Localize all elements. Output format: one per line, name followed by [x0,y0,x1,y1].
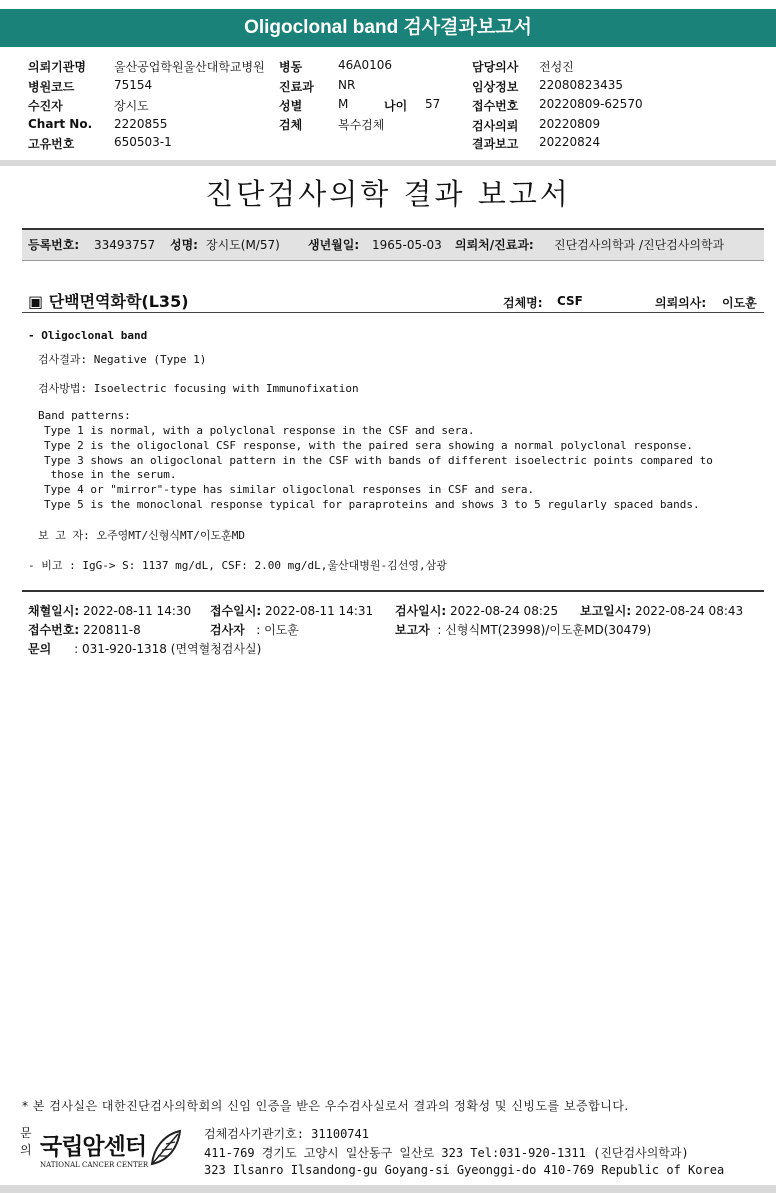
header-value: 복수검체 [338,118,385,132]
header-label: 고유번호 [28,137,75,151]
section-title: ▣ 단백면역화학(L35) [28,292,189,311]
receive-label: 접수일시: [210,604,262,618]
header-label: 의뢰기관명 [28,60,86,74]
remark-line: - 비고 : IgG-> S: 1137 mg/dL, CSF: 2.00 mg/dL,울산대병원-김선영,삼광 [28,559,447,572]
reg-value: 33493757 [94,238,156,252]
band-pattern-line: Type 4 or "mirror"-type has similar oligoclonal responses in CSF and sera. [44,483,535,497]
address-korean: 411-769 경기도 고양시 일산동구 일산로 323 Tel:031-920-1311 (진단검사의학과) [204,1146,689,1160]
header-value: 20220809-62570 [539,97,643,111]
footer-rule [22,590,764,592]
tester-label: 검사자 [210,623,245,637]
reg-label: 등록번호: [28,238,80,252]
header-value: 전성진 [539,60,574,74]
logo-english-name: NATIONAL CANCER CENTER [40,1161,149,1169]
name-value: 장시도(M/57) [206,238,280,252]
name-label: 성명: [170,238,198,252]
logo-prefix: 문의 [20,1126,32,1157]
header-value: 울산공업학원울산대학교병원 [114,60,265,74]
header-label: 검체 [279,118,303,132]
header-label: 검사의뢰 [472,119,519,133]
header-label: 병동 [279,60,303,74]
header-value: 20220824 [539,135,601,149]
specimen-value: CSF [557,294,583,308]
collect-label: 채혈일시: [28,604,80,618]
receive-value: 2022-08-11 14:31 [265,604,374,618]
section-rule [22,312,764,313]
header-value: 75154 [114,78,153,92]
ordering-doctor-value: 이도훈 [722,296,757,310]
section-divider [0,160,776,166]
dept-label: 의뢰처/진료과: [455,238,534,252]
band-pattern-line: those in the serum. [44,468,177,482]
inquiry-label: 문의 [28,642,52,656]
collect-value: 2022-08-11 14:30 [83,604,192,618]
reporter-line: 보 고 자: 오주영MT/신형식MT/이도훈MD [38,529,245,542]
ordering-doctor-label: 의뢰의사: [655,296,707,310]
dob-label: 생년월일: [308,238,360,252]
header-value: 650503-1 [114,135,172,149]
report-date-value: 2022-08-24 08:43 [635,604,744,618]
header-label: 진료과 [279,80,314,94]
address-english: 323 Ilsanro Ilsandong-gu Goyang-si Gyeonggi-do 410-769 Republic of Korea [204,1163,725,1177]
band-pattern-line: Type 2 is the oligoclonal CSF response, with the paired sera showing a normal polyclonal response. [44,438,694,452]
header-label: 접수번호 [472,99,519,113]
band-pattern-line: Type 5 is the monoclonal response typical for paraproteins and shows 3 to 5 regularly spaced bands. [44,498,700,511]
logo-korean-name: 국립암센터 [40,1134,147,1160]
band-pattern-line: Type 3 shows an oligoclonal pattern in the CSF with bands of different isoelectric points compared to [44,453,713,467]
receipt-no-value: 220811-8 [83,623,141,637]
inquiry-value: 031-920-1318 (면역혈청검사실) [81,642,262,656]
report-date-label: 보고일시: [580,604,632,618]
header-value: 2220855 [114,117,168,131]
header-label: 임상정보 [472,80,519,94]
header-value: 57 [425,97,441,111]
header-label: 담당의사 [472,60,519,74]
dept-value: 진단검사의학과 /진단검사의학과 [554,238,725,252]
band-pattern-line: Type 1 is normal, with a polyclonal response in the CSF and sera. [44,424,475,437]
report-title-bar: Oligoclonal band 검사결과보고서 [0,9,776,47]
bottom-bar [0,1185,776,1193]
header-value: 장시도 [114,99,149,113]
certification-notice: * 본 검사실은 대한진단검사의학회의 신임 인증을 받은 우수검사실로서 결과의 정확성 및 신빙도를 보증합니다. [22,1099,629,1113]
header-label: 성별 [279,99,303,113]
test-date-label: 검사일시: [395,604,447,618]
header-value: M [338,97,349,111]
patient-bar [22,228,764,261]
test-date-value: 2022-08-24 08:25 [450,604,559,618]
header-value: 46A0106 [338,58,393,72]
header-value: 20220809 [539,117,601,131]
test-name: - Oligoclonal band [28,329,148,342]
dob-value: 1965-05-03 [372,238,442,252]
band-header: Band patterns: [38,409,131,422]
header-label: 수진자 [28,99,63,113]
header-label: 결과보고 [472,137,519,151]
institution-code: 검체검사기관기호: 31100741 [204,1127,369,1141]
reporter-label: 보고자 [395,623,430,637]
receipt-no-label: 접수번호: [28,623,80,637]
leaf-emblem-icon [148,1128,184,1168]
specimen-label: 검체명: [503,296,543,310]
header-label: 병원코드 [28,80,75,94]
report-main-title: 진단검사의학 결과 보고서 [205,177,571,211]
header-label: Chart No. [28,117,93,131]
reporter-value: 신형식MT(23998)/이도훈MD(30479) [445,623,652,637]
header-value: NR [338,78,356,92]
tester-value: 이도훈 [264,623,299,637]
method-line: 검사방법: Isoelectric focusing with Immunofixation [38,382,359,395]
header-value: 22080823435 [539,78,623,92]
result-line: 검사결과: Negative (Type 1) [38,353,207,366]
header-label: 나이 [384,99,408,113]
